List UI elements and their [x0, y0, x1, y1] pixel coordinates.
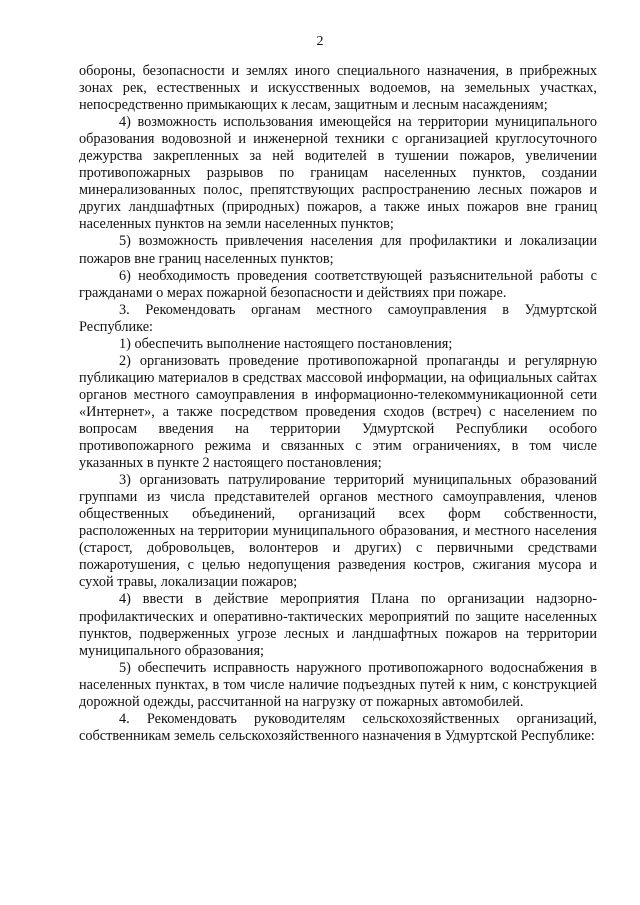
paragraph-item-5: 5) возможность привлечения населения для профилактики и локализации пожаров вне границ населенных пунктов; [79, 233, 597, 267]
document-body [79, 63, 597, 745]
paragraph-item-6: 6) необходимость проведения соответствующей разъяснительной работы с гражданами о мерах пожарной безопасности и действиях при пожаре. [79, 267, 597, 301]
paragraph-section-3-item-4: 4) ввести в действие мероприятия Плана по организации надзорно-профилактических и оперативно-тактических мероприятий по защите населенных пунктов, подверженных угрозе лесных и ландшафтных пожаров на территории муниципального образования; [79, 591, 597, 659]
paragraph-continuation: обороны, безопасности и землях иного специального назначения, в прибрежных зонах рек, естественных и искусственных водоемов, на земельных участках, непосредственно примыкающих к лесам, защитным и лесным насаждениям; [79, 63, 597, 114]
paragraph-section-3-item-3: 3) организовать патрулирование территорий муниципальных образований группами из числа представителей органов местного самоуправления, членов общественных объединений, организаций всех форм собственности, расположенных на территории муниципального образования, и местного населения (старост, добровольцев, волонтеров и других) с первичными средствами пожаротушения, с целью недопущения разведения костров, сжигания мусора и сухой травы, локализации пожаров; [79, 472, 597, 591]
paragraph-section-4: 4. Рекомендовать руководителям сельскохозяйственных организаций, собственникам земель сельскохозяйственного назначения в Удмуртской Республике: [79, 710, 597, 744]
paragraph-section-3-item-5: 5) обеспечить исправность наружного противопожарного водоснабжения в населенных пунктах, в том числе наличие подъездных путей к ним, с конструкцией дорожной одежды, рассчитанной на нагрузку от пожарных автомобилей. [79, 659, 597, 710]
paragraph-section-3-item-2: 2) организовать проведение противопожарной пропаганды и регулярную публикацию материалов в средствах массовой информации, на официальных сайтах органов местного самоуправления в информационно-телекоммуникационной сети «Интернет», а также посредством проведения сходов (встреч) с населением по вопросам введения на территории Удмуртской Республики особого противопожарного режима и связанных с этим ограничениях, в том числе указанных в пункте 2 настоящего постановления; [79, 352, 597, 472]
page-number: 2 [316, 34, 324, 49]
paragraph-section-3: 3. Рекомендовать органам местного самоуправления в Удмуртской Республике: [79, 301, 597, 335]
paragraph-section-3-item-1: 1) обеспечить выполнение настоящего постановления; [119, 335, 453, 352]
paragraph-item-4: 4) возможность использования имеющейся на территории муниципального образования водовозной и инженерной техники с организацией круглосуточного дежурства закрепленных за ней водителей в тушении пожаров, увеличении противопожарных разрывов по границам населенных пунктов, создании минерализованных полос, препятствующих распространению лесных пожаров и других ландшафтных (природных) пожаров, а также иных пожаров вне границ населенных пунктов на земли населенных пунктов; [79, 114, 597, 233]
